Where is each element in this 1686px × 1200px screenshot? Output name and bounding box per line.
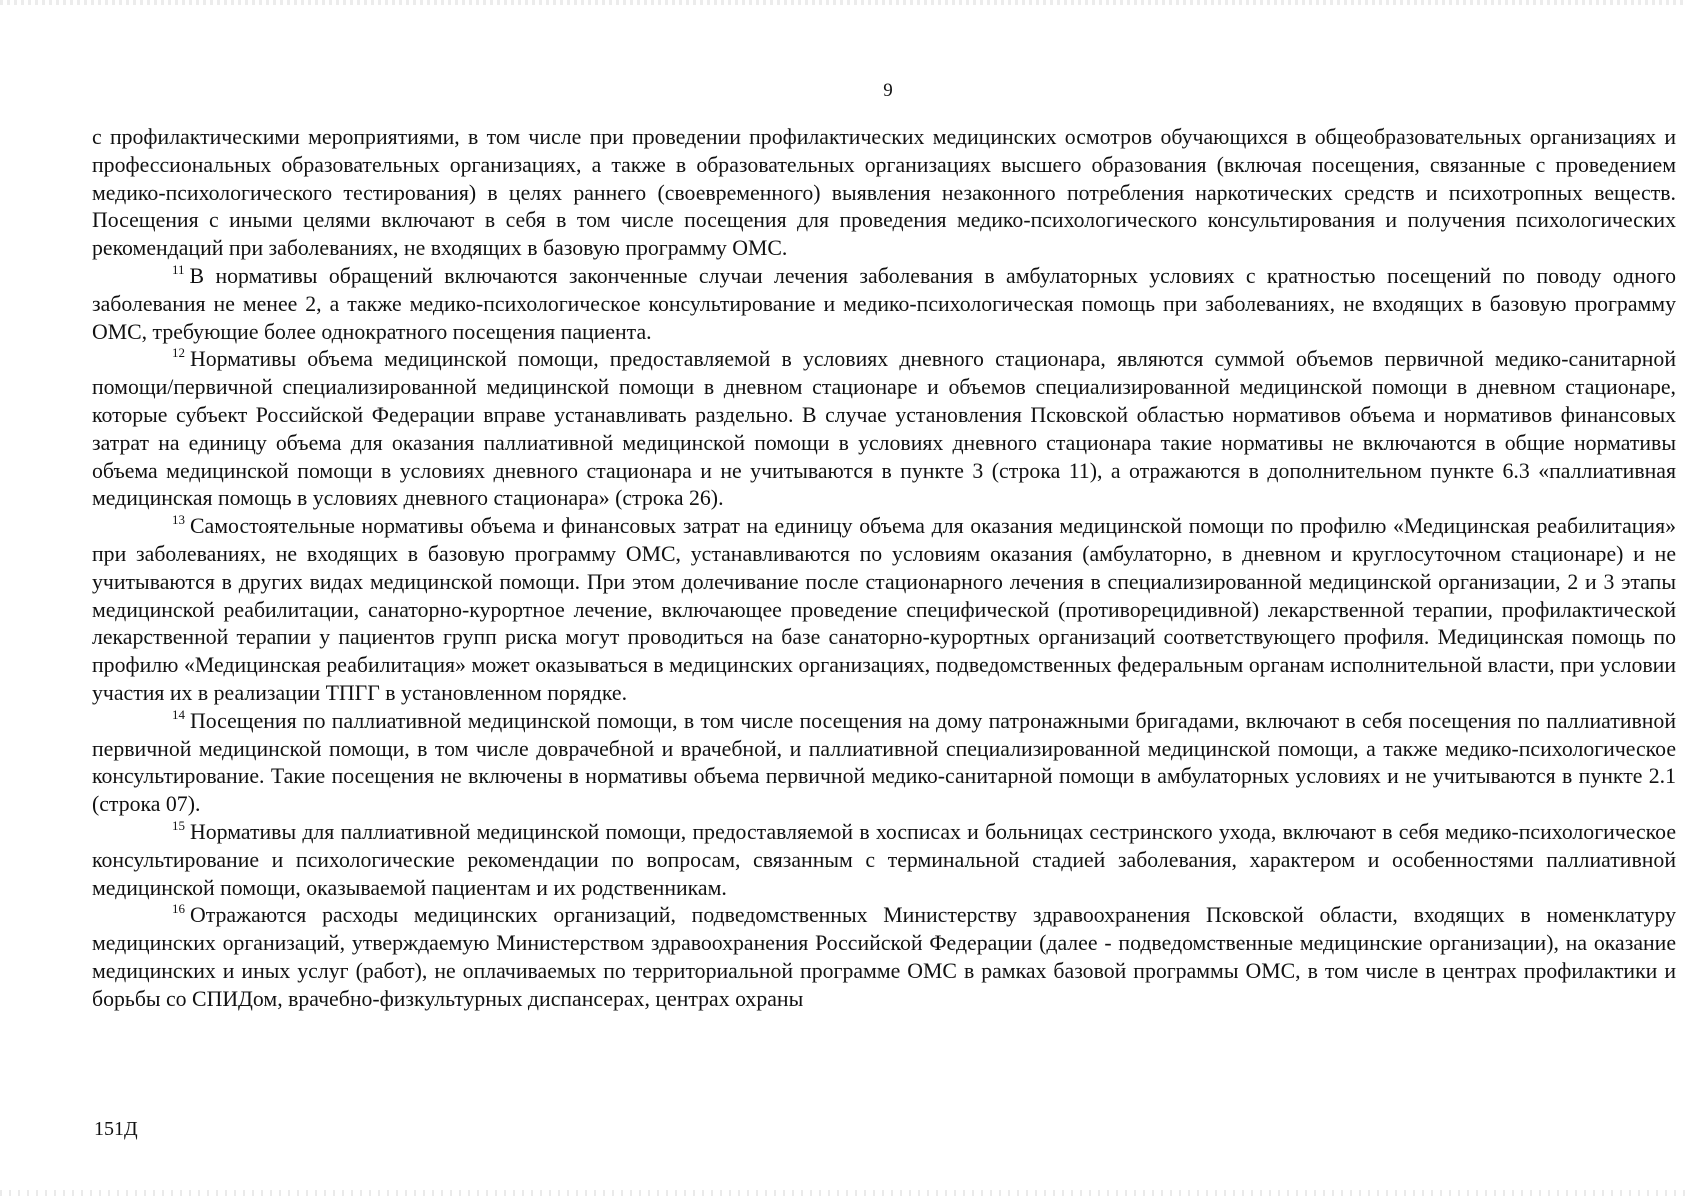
footnote-text: Самостоятельные нормативы объема и финансовых затрат на единицу объема для оказания медицинской помощи по профилю «Медицинская реабилитация» при заболеваниях, не входящих в базовую программу ОМС, устанавливаются по условиям оказания (амбулаторно, в дневном и круглосуточном стационаре) и не учитываются в других видах медицинской помощи. При этом долечивание после стационарного лечения в специализированной медицинской организации, 2 и 3 этапы медицинской реабилитации, санаторно-курортное лечение, включающее проведение специфической (противорецидивной) лекарственной терапии, профилактической лекарственной терапии у пациентов групп риска могут проводиться на базе санаторно-курортных организаций соответствующего профиля. Медицинская помощь по профилю «Медицинская реабилитация» может оказываться в медицинских организациях, подведомственных федеральным органам исполнительной власти, при условии участия их в реализации ТПГГ в установленном порядке. xyxy=(92,514,1676,705)
footnote-13 xyxy=(92,513,1676,708)
scan-edge-top xyxy=(0,0,1686,5)
footnote-text: Нормативы объема медицинской помощи, предоставляемой в условиях дневного стационара, являются суммой объемов первичной медико-санитарной помощи/первичной специализированной медицинской помощи в дневном стационаре и объемов специализированной медицинской помощи в дневном стационаре, которые субъект Российской Федерации вправе устанавливать раздельно. В случае установления Псковской областью нормативов объема и нормативов финансовых затрат на единицу объема для оказания паллиативной медицинской помощи в условиях дневного стационара такие нормативы не включаются в общие нормативы объема медицинской помощи в условиях дневного стационара и не учитываются в пункте 3 (строка 11), а отражаются в дополнительном пункте 6.3 «паллиативная медицинская помощь в условиях дневного стационара» (строка 26). xyxy=(92,347,1676,511)
footnote-11 xyxy=(92,263,1676,346)
footnote-14 xyxy=(92,708,1676,819)
paragraph-continuation xyxy=(92,124,1676,263)
footnote-marker: 12 xyxy=(172,345,185,361)
footnote-text: Отражаются расходы медицинских организаций, подведомственных Министерству здравоохранения Псковской области, входящих в номенклатуру медицинских организаций, утверждаемую Министерством здравоохранения Российской Федерации (далее - подведомственные медицинские организации), на оказание медицинских и иных услуг (работ), не оплачиваемых по территориальной программе ОМС в рамках базовой программы ОМС, в том числе в центрах профилактики и борьбы со СПИДом, врачебно-физкультурных диспансерах, центрах охраны xyxy=(92,903,1676,1011)
footnotes-body xyxy=(92,124,1676,1014)
footnote-marker: 16 xyxy=(172,901,185,917)
page-number: 9 xyxy=(883,80,893,101)
footnote-15 xyxy=(92,819,1676,902)
footnote-marker: 15 xyxy=(172,817,185,833)
footnote-text: Посещения по паллиативной медицинской помощи, в том числе посещения на дому патронажными бригадами, включают в себя посещения по паллиативной первичной медицинской помощи, в том числе доврачебной и врачебной, и паллиативной специализированной медицинской помощи, а также медико-психологическое консультирование. Такие посещения не включены в нормативы объема первичной медико-санитарной помощи в амбулаторных условиях и не учитываются в пункте 2.1 (строка 07). xyxy=(92,708,1676,817)
footnote-12 xyxy=(92,346,1676,513)
paragraph-text: с профилактическими мероприятиями, в том числе при проведении профилактических медицинских осмотров обучающихся в общеобразовательных организациях и профессиональных образовательных организациях, а также в образовательных организациях высшего образования (включая посещения, связанные с проведением медико-психологического тестирования) в целях раннего (своевременного) выявления незаконного потребления наркотических средств и психотропных веществ. Посещения с иными целями включают в себя в том числе посещения для проведения медико-психологического консультирования и получения психологических рекомендаций при заболеваниях, не входящих в базовую программу ОМС. xyxy=(92,125,1676,261)
footnote-16 xyxy=(92,902,1676,1013)
footnote-text: В нормативы обращений включаются законченные случаи лечения заболевания в амбулаторных условиях с кратностью посещений по поводу одного заболевания не менее 2, а также медико-психологическое консультирование и медико-психологическая помощь при заболеваниях, не входящих в базовую программу ОМС, требующие более однократного посещения пациента. xyxy=(92,263,1676,344)
document-code: 151Д xyxy=(94,1118,138,1140)
scan-edge-bottom xyxy=(0,1190,1686,1196)
footnote-marker: 13 xyxy=(172,512,185,528)
footnote-marker: 14 xyxy=(172,706,185,722)
footnote-text: Нормативы для паллиативной медицинской помощи, предоставляемой в хосписах и больницах сестринского ухода, включают в себя медико-психологическое консультирование и психологические рекомендации по вопросам, связанным с терминальной стадией заболевания, характером и особенностями паллиативной медицинской помощи, оказываемой пациентам и их родственникам. xyxy=(92,819,1676,900)
footnote-marker: 11 xyxy=(172,261,185,277)
